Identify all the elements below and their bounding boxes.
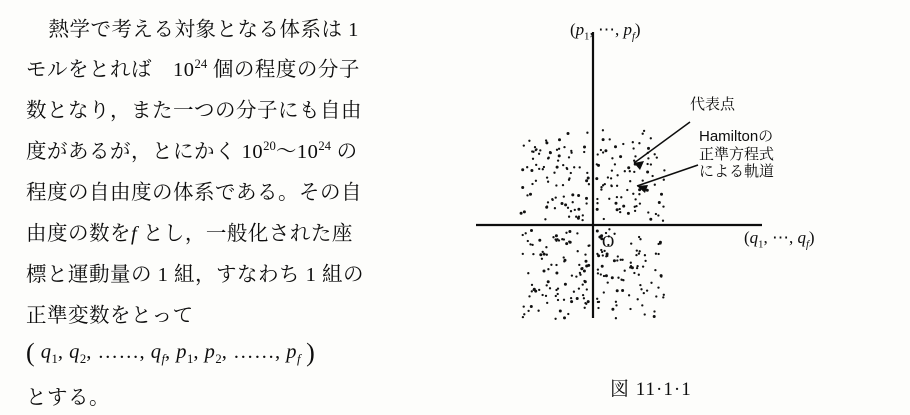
body-text-column: [26, 8, 456, 408]
text-line-2: モルをとれば $10^{24}$ 個の程度の分子: [26, 57, 360, 81]
figure-caption: 図 11·1·1: [610, 379, 692, 400]
annotation-trajectory-line-1: Hamiltonの: [699, 128, 774, 145]
text-line-7: 標と運動量の 1 組，すなわち 1 組の: [26, 264, 364, 286]
text-line-5: 程度の自由度の体系である。その自: [26, 182, 362, 204]
q-axis-label: ($q_1$, ⋯, $q_f$): [744, 228, 815, 251]
annotation-representative-point: 代表点: [690, 96, 736, 113]
figure-phase-space: [462, 0, 910, 415]
p-axis-label: ($p_1$, ⋯, $p_f$): [570, 20, 641, 43]
leader-line-representative-point: [634, 122, 690, 163]
leader-line-trajectory: [637, 165, 698, 186]
annotation-trajectory: [699, 128, 774, 181]
annotation-trajectory-line-2: 正準方程式: [699, 145, 775, 163]
text-line-8: 正準変数をとって: [26, 305, 194, 327]
text-line-4: 度があるが，とにかく $10^{20}$〜$10^{24}$ の: [26, 139, 358, 163]
figure-drawing: [462, 0, 910, 415]
formula-line: ( $q_1$, $q_2$, ……, $q_f$, $p_1$, $p_2$, ……, $p_f$ ): [26, 338, 316, 367]
text-line-6: 由度の数をf とし，一般化された座: [26, 223, 353, 245]
annotation-trajectory-line-3: による軌道: [699, 163, 775, 181]
text-line-10: とする。: [26, 387, 110, 409]
origin-label: O: [602, 232, 615, 251]
text-line-1: 熱学で考える対象となる体系は 1: [26, 19, 359, 41]
text-line-3: 数となり，また一つの分子にも自由: [26, 100, 362, 122]
